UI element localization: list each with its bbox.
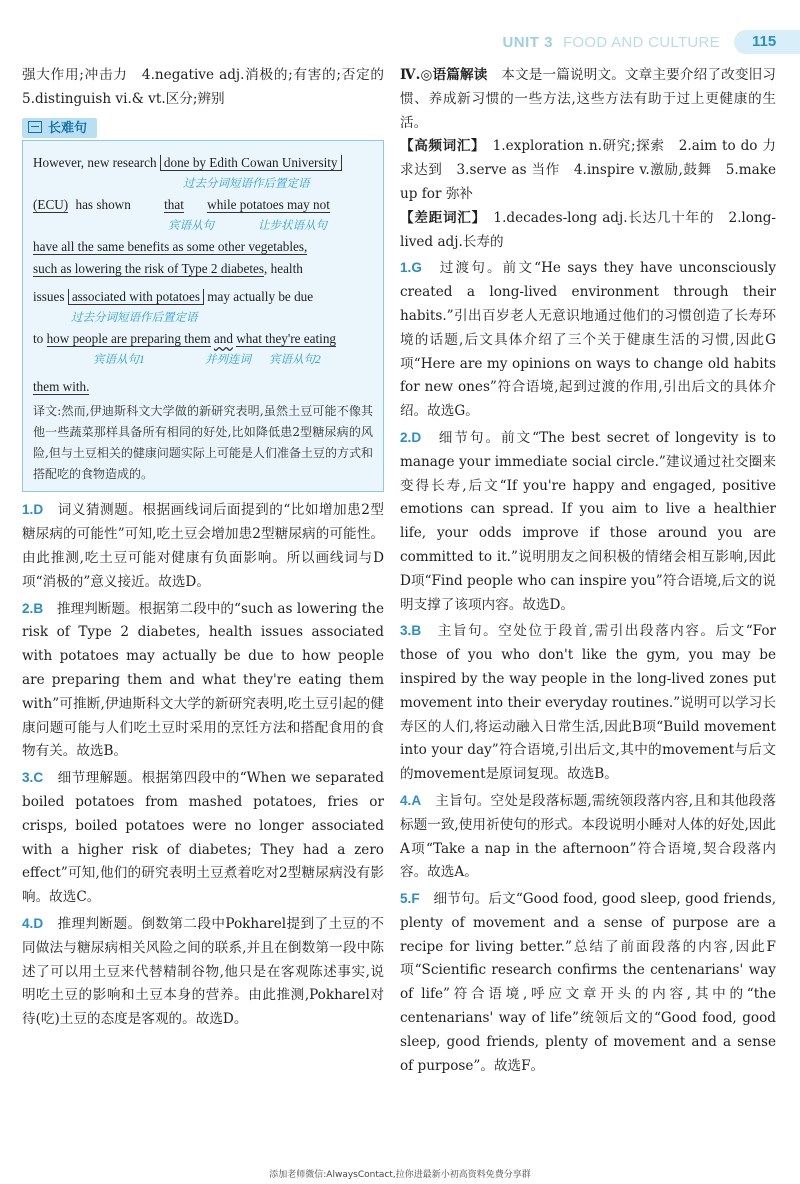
section-tag-label: 长难句	[48, 119, 88, 135]
note-past-participle-1: 过去分词短语作后置定语	[183, 178, 310, 191]
unit-title: FOOD AND CULTURE	[562, 33, 720, 51]
answer-item: 4.D 推理判断题。倒数第二段中Pokharel提到了土豆的不同做法与糖尿病相关风险之间的联系,并且在倒数第一段中陈述了可以用土豆来代替精制谷物,他只是在客观陈述事实,说明吃土豆的影响和土豆本身的营养。由此推测,Pokharel对待(吃)土豆的态度是客观的。故选D。	[22, 915, 384, 1028]
note-object-clause-1: 宾语从句1	[93, 354, 145, 367]
section-title: Ⅳ.◎语篇解读	[400, 67, 488, 83]
long-sentence-box	[22, 140, 384, 492]
answer-item: 2.D 细节句。前文“The best secret of longevity is to manage your immediate social circle.”建议通过社交圈来变得长寿,后文“If you're happy and engaged, positive emotions can spread. If you aim to live a healthier life, your odds improve if those around you are committed to it.”说明朋友之间积极的情绪会相互影响,因此D项“Find people who can inspire you”符合语境,后文的说明支撑了该项内容。故选D。	[400, 429, 776, 613]
note-concessive-clause: 让步状语从句	[258, 220, 327, 233]
sentence-line-4: such as lowering the risk of Type 2 diabetes, health	[33, 261, 303, 277]
left-column	[22, 64, 398, 1032]
answer-item: 2.B 推理判断题。根据第二段中的“such as lowering the risk of Type 2 diabetes, health issues associated with potatoes may actually be due to how people are preparing them and what they're eating them with”可推断,伊迪斯科文大学的新研究表明,吃土豆引起的健康问题可能与人们吃土豆时采用的烹饪方法和搭配食用的食物有关。故选B。	[22, 600, 384, 760]
book-icon	[28, 121, 42, 133]
sentence-line-5: issues associated with potatoes may actually be due	[33, 289, 314, 305]
page-number: 115	[734, 30, 800, 54]
answer-item: 1.G 过渡句。前文“He says they have unconsciously created a long-lived environment through their habits.”引出百岁老人无意识地通过他们的习惯创造了长寿环境的话题,后文具体介绍了三个关于健康生活的习惯,因此G项“Here are my opinions on ways to change old habits for new ones”符合语境,起到过渡的作用,引出后文的具体介绍。故选G。	[400, 260, 776, 420]
note-past-participle-2: 过去分词短语作后置定语	[71, 312, 198, 325]
sentence-line-7: them with.	[33, 379, 90, 395]
sentence-line-2: (ECU) has shown that while potatoes may not	[33, 197, 330, 213]
sentence-line-1: However, new research done by Edith Cowan University	[33, 151, 373, 173]
note-conjunction: 并列连词	[205, 354, 251, 367]
sentence-line-3: have all the same benefits as some other vegetables,	[33, 239, 308, 255]
unit-label: UNIT 3	[502, 33, 553, 51]
passage-summary: Ⅳ.◎语篇解读 本文是一篇说明文。文章主要介绍了改变旧习惯、养成新习惯的一些方法,这些方法有助于过上更健康的生活。	[400, 67, 776, 131]
answer-item: 3.C 细节理解题。根据第四段中的“When we separated boiled potatoes from mashed potatoes, fries or crisps, boiled potatoes were no longer associated with a higher risk of diabetes; They had a zero effect”可知,他们的研究表明土豆煮着吃对2型糖尿病没有影响。故选C。	[22, 770, 385, 906]
left-answers	[22, 498, 384, 1032]
answer-item: 3.B 主旨句。空处位于段首,需引出段落内容。后文“For those of you who don't like the gym, you may be inspired by the way people in the long-lived zones put movement into their everyday routines.”说明可以学习长寿区的人们,将运动融入日常生活,因此B项“Build movement into your day”符合语境,引出后文,其中的movement与后文的movement是原词复现。故选B。	[400, 623, 777, 783]
vocab-continuation: 强大作用;冲击力 4.negative adj.消极的;有害的;否定的 5.distinguish vi.& vt.区分;辨别	[22, 67, 398, 107]
answer-item: 1.D 词义猜测题。根据画线词后面提到的“比如增加患2型糖尿病的可能性”可知,吃土豆会增加患2型糖尿病的可能性。由此推测,吃土豆可能对健康有负面影响。所以画线词与D项“消极的”意义接近。故选D。	[22, 502, 384, 590]
sentence-translation: 译文:然而,伊迪斯科文大学做的新研究表明,虽然土豆可能不像其他一些蔬菜那样具备所有相同的好处,比如降低患2型糖尿病的风险,但与土豆相关的健康问题实际上可能是人们准备土豆的方式和搭配吃的食物造成的。	[33, 404, 373, 482]
footer-note: 添加老师微信:AlwaysContact,拉你进最新小初高资料免费分享群	[269, 1170, 531, 1180]
answer-item: 4.A 主旨句。空处是段落标题,需统领段落内容,且和其他段落标题一致,使用祈使句的形式。本段说明小睡对人体的好处,因此A项“Take a nap in the afternoon”符合语境,契合段落内容。故选A。	[400, 792, 777, 881]
sentence-line-6: to how people are preparing them and what they're eating	[33, 331, 337, 347]
gap-vocab: 【差距词汇】 1.decades-long adj.长达几十年的 2.long-lived adj.长寿的	[400, 209, 777, 250]
page-header	[502, 30, 800, 54]
high-frequency-vocab: 【高频词汇】 1.exploration n.研究;探索 2.aim to do 力求达到 3.serve as 当作 4.inspire v.激励,鼓舞 5.make up for 弥补	[400, 138, 777, 202]
note-object-clause-2: 宾语从句2	[269, 354, 321, 367]
right-column	[400, 64, 776, 1078]
answer-item: 5.F 细节句。后文“Good food, good sleep, good friends, plenty of movement and a sense of purpose are a recipe for living better.”总结了前面段落的内容,因此F项“Scientific research confirms the centenarians' way of life”符合语境,呼应文章开头的内容,其中的“the centenarians' way of life”统领后文的“Good food, good sleep, good friends, plenty of movement and a sense of purpose”。故选F。	[400, 891, 777, 1074]
note-object-clause: 宾语从句	[168, 220, 214, 233]
section-tag-long-sentence	[22, 118, 97, 138]
